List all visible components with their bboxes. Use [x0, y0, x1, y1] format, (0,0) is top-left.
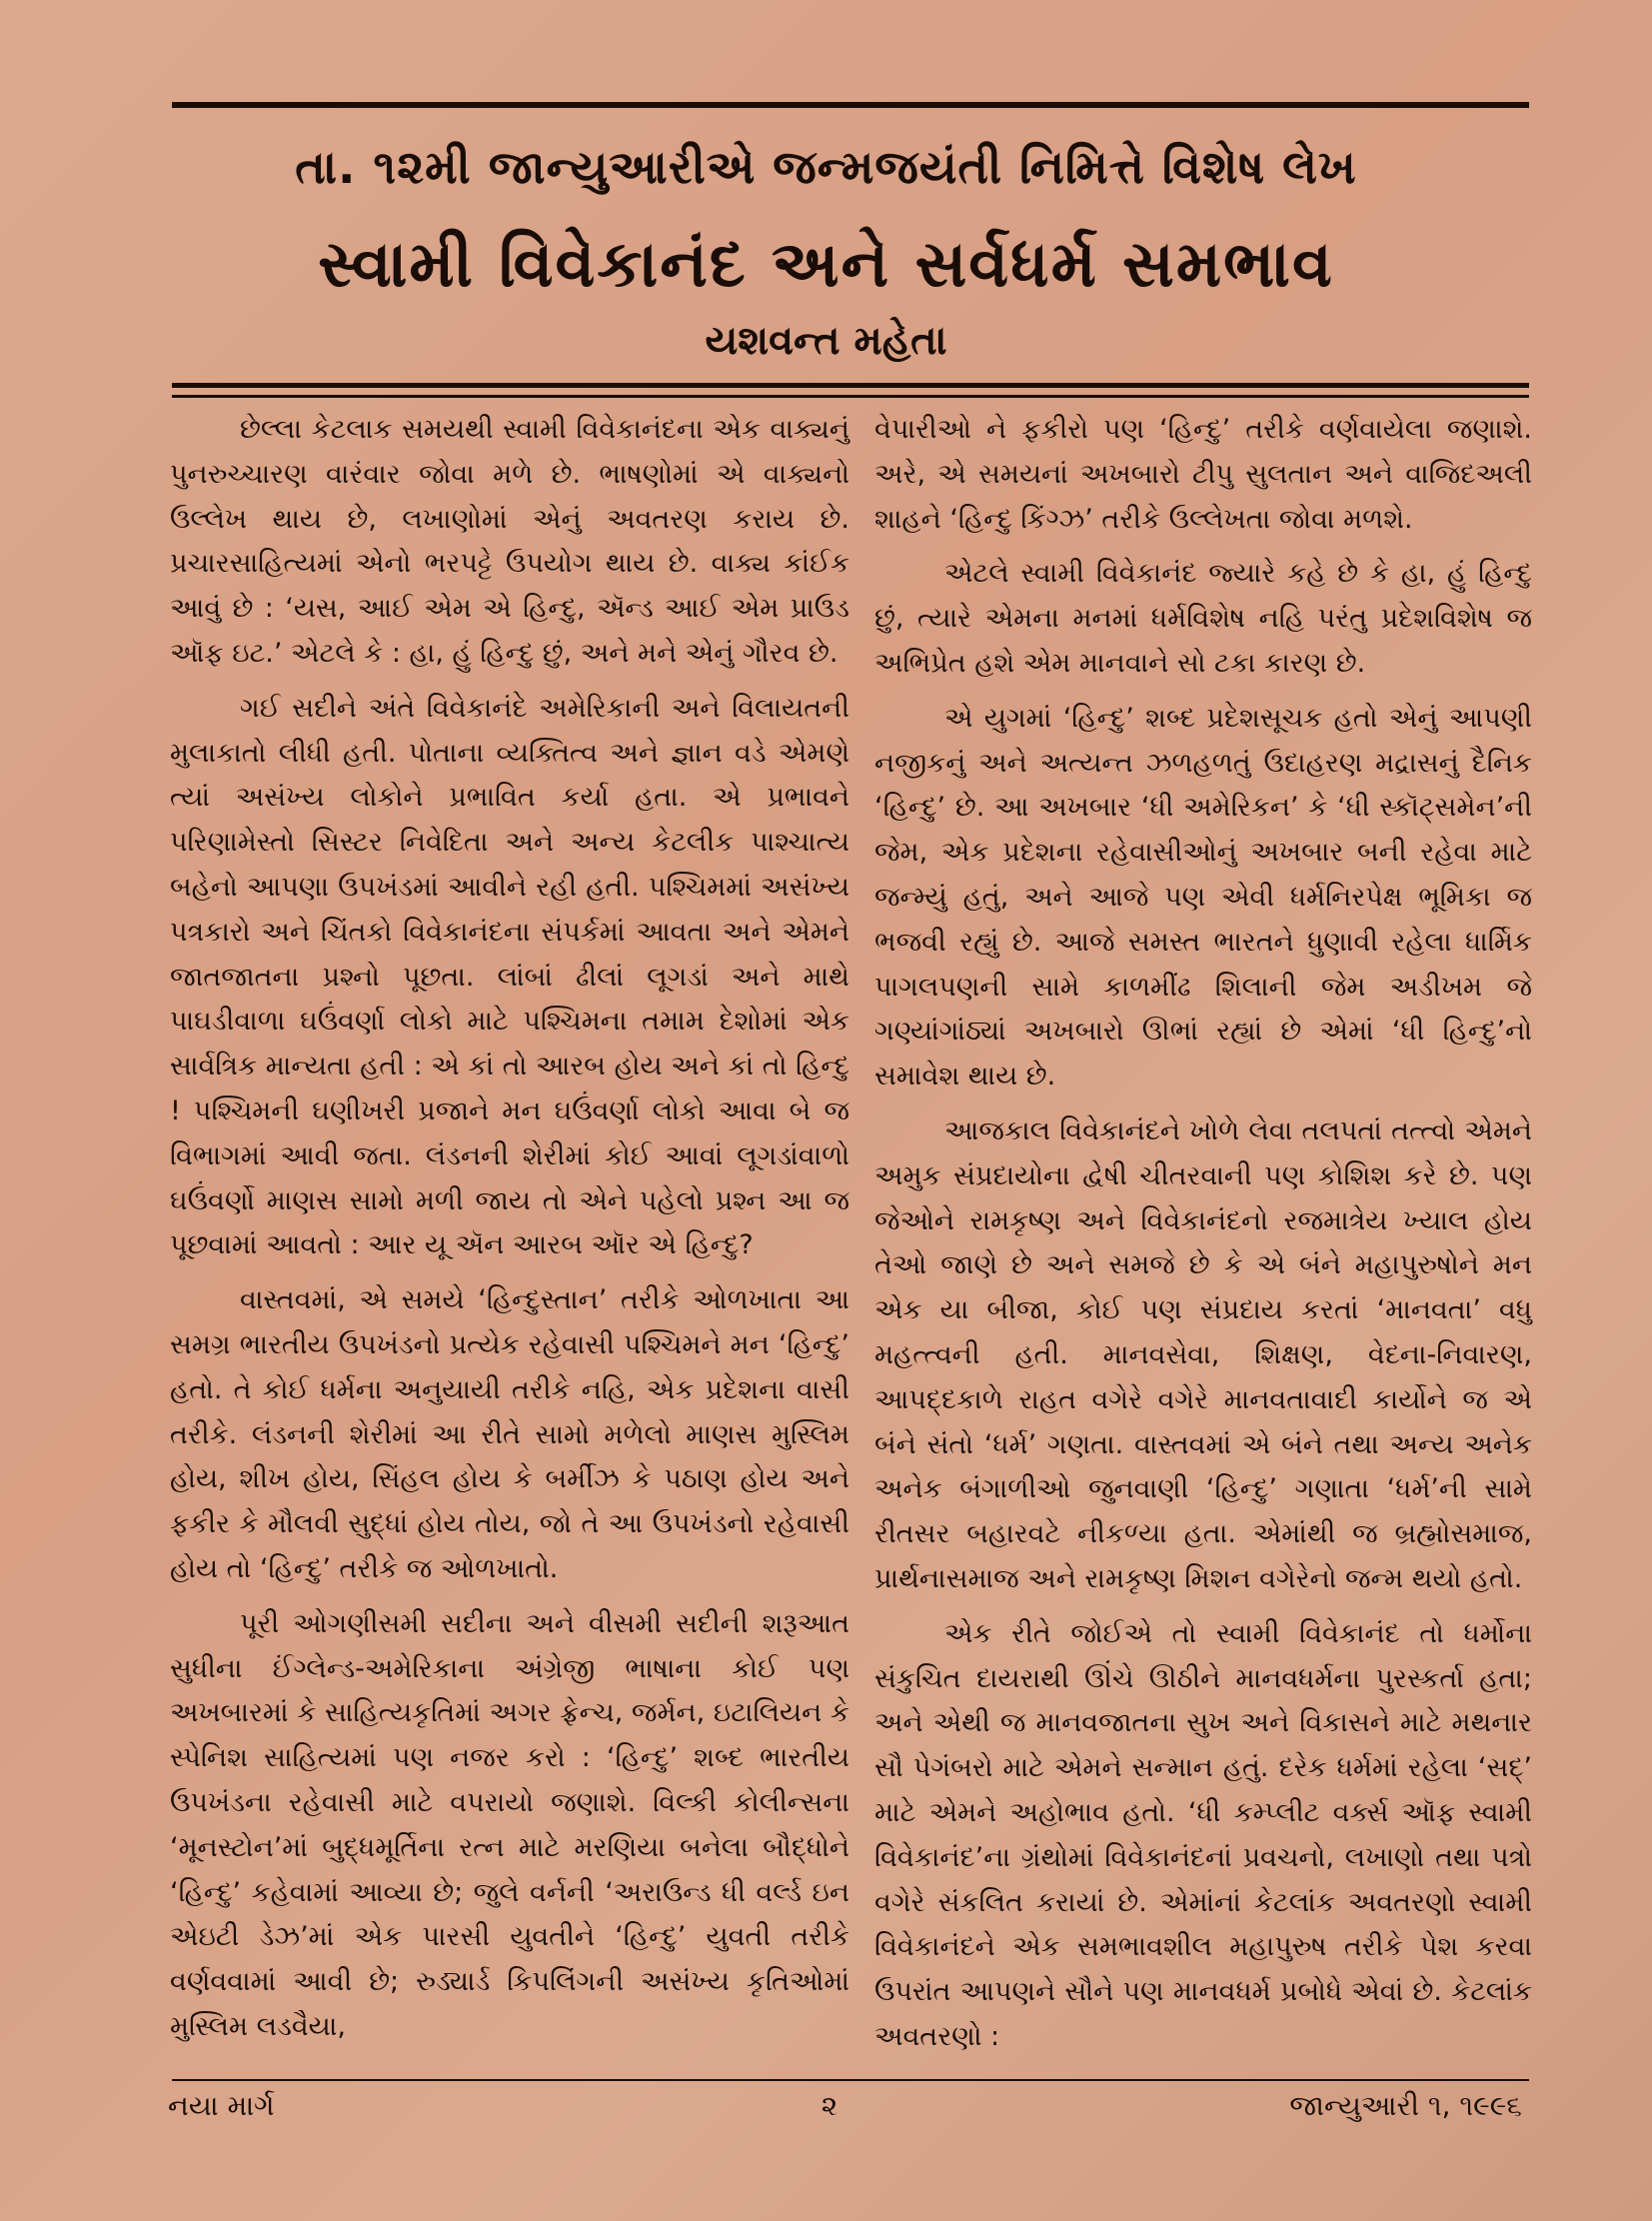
paragraph: એ યુગમાં ‘હિન્દુ’ શબ્દ પ્રદેશસૂચક હતો એનું આપણી નજીકનું અને અત્યન્ત ઝળહળતું ઉદાહરણ મદ્રાસનું દૈનિક ‘હિન્દુ’ છે. આ અખબાર ‘ધી અમેરિકન’ કે ‘ધી સ્કૉટ્સમેન’ની જેમ, એક પ્રદેશના રહેવાસીઓનું અખબાર બની રહેવા માટે જન્મ્યું હતું, અને આજે પણ એવી ધર્મનિરપેક્ષ ભૂમિકા જ ભજવી રહ્યું છે. આજે સમસ્ત ભારતને ધુણાવી રહેલા ધાર્મિક પાગલપણની સામે કાળમીંઢ શિલાની જેમ અડીખમ જે ગણ્યાંગાંઠ્યાં અખબારો ઊભાં રહ્યાં છે એમાં ‘ધી હિન્દુ’નો સમાવેશ થાય છે.	[874, 702, 1532, 1093]
paragraph: આજકાલ વિવેકાનંદને ખોળે લેવા તલપતાં તત્ત્વો એમને અમુક સંપ્રદાયોના દ્વેષી ચીતરવાની પણ કોશિશ કરે છે. પણ જેઓને રામકૃષ્ણ અને વિવેકાનંદનો રજમાત્રેય ખ્યાલ હોય તેઓ જાણે છે અને સમજે છે કે એ બંને મહાપુરુષોને મન એક યા બીજા, કોઈ પણ સંપ્રદાય કરતાં ‘માનવતા’ વધુ મહત્ત્વની હતી. માનવસેવા, શિક્ષણ, વેદના-નિવારણ, આપદ્દકાળે રાહત વગેરે વગેરે માનવતાવાદી કાર્યોને જ એ બંને સંતો ‘ધર્મ’ ગણતા. વાસ્તવમાં એ બંને તથા અન્ય અનેક અનેક બંગાળીઓ જુનવાણી ‘હિન્દુ’ ગણાતા ‘ધર્મ’ની સામે રીતસર બહારવટે નીકળ્યા હતા. એમાંથી જ બ્રહ્મોસમાજ, પ્રાર્થનાસમાજ અને રામકૃષ્ણ મિશન વગેરેનો જન્મ થયો હતો.	[874, 1114, 1532, 1594]
article-supertitle: તા. ૧૨મી જાન્યુઆરીએ જન્મજયંતી નિમિત્તે વિશેષ લેખ	[295, 140, 1357, 194]
paragraph: વાસ્તવમાં, એ સમયે ‘હિન્દુસ્તાન’ તરીકે ઓળખાતા આ સમગ્ર ભારતીય ઉપખંડનો પ્રત્યેક રહેવાસી પશ્ચિમને મન ‘હિન્દુ’ હતો. તે કોઈ ધર્મના અનુયાયી તરીકે નહિ, એક પ્રદેશના વાસી તરીકે. લંડનની શેરીમાં આ રીતે સામો મળેલો માણસ મુસ્લિમ હોય, શીખ હોય, સિંહલ હોય કે બર્મીઝ કે પઠાણ હોય અને ફકીર કે મૌલવી સુદ્ધાં હોય તોય, જો તે આ ઉપખંડનો રહેવાસી હોય તો ‘હિન્દુ’ તરીકે જ ઓળખાતો.	[170, 1284, 849, 1584]
paragraph: ગઈ સદીને અંતે વિવેકાનંદે અમેરિકાની અને વિલાયતની મુલાકાતો લીધી હતી. પોતાના વ્યક્તિત્વ અને જ્ઞાન વડે એમણે ત્યાં અસંખ્ય લોકોને પ્રભાવિત કર્યા હતા. એ પ્રભાવને પરિણામેસ્તો સિસ્ટર નિવેદિતા અને અન્ય કેટલીક પાશ્ચાત્ય બહેનો આપણા ઉપખંડમાં આવીને રહી હતી. પશ્ચિમમાં અસંખ્ય પત્રકારો અને ચિંતકો વિવેકાનંદના સંપર્કમાં આવતા અને એમને જાતજાતના પ્રશ્નો પૂછતા. લાંબાં ઢીલાં લૂગડાં અને માથે પાઘડીવાળા ઘઉંવર્ણા લોકો માટે પશ્ચિમના તમામ દેશોમાં એક સાર્વત્રિક માન્યતા હતી : એ કાં તો આરબ હોય અને કાં તો હિન્દુ ! પશ્ચિમની ઘણીખરી પ્રજાને મન ઘઉંવર્ણા લોકો આવા બે જ વિભાગમાં આવી જતા. લંડનની શેરીમાં કોઈ આવાં લૂગડાંવાળો ઘઉંવર્ણો માણસ સામો મળી જાય તો એને પહેલો પ્રશ્ન આ જ પૂછવામાં આવતો : આર યૂ ઍન આરબ ઑર એ હિન્દુ?	[170, 692, 849, 1261]
title-rule-thick	[172, 383, 1529, 388]
footer-date: જાન્યુઆરી ૧, ૧૯૯૬	[1289, 2089, 1522, 2122]
right-column	[874, 408, 1532, 2060]
title-rule-thin	[172, 395, 1529, 398]
paragraph: પૂરી ઓગણીસમી સદીના અને વીસમી સદીની શરૂઆત સુધીના ઈંગ્લેન્ડ-અમેરિકાના અંગ્રેજી ભાષાના કોઈ પણ અખબારમાં કે સાહિત્યકૃતિમાં અગર ફ્રેન્ચ, જર્મન, ઇટાલિયન કે સ્પેનિશ સાહિત્યમાં પણ નજર કરો : ‘હિન્દુ’ શબ્દ ભારતીય ઉપખંડના રહેવાસી માટે વપરાયો જણાશે. વિલ્કી કોલીન્સના ‘મૂનસ્ટોન’માં બુદ્ધમૂર્તિના રત્ન માટે મરણિયા બનેલા બૌદ્ધોને ‘હિન્દુ’ કહેવામાં આવ્યા છે; જુલે વર્નની ‘અરાઉન્ડ ધી વર્લ્ડ ઇન એઇટી ડેઝ’માં એક પારસી યુવતીને ‘હિન્દુ’ યુવતી તરીકે વર્ણવવામાં આવી છે; રુડ્યાર્ડ કિપલિંગની અસંખ્ય કૃતિઓમાં મુસ્લિમ લડવૈયા,	[170, 1607, 849, 2042]
paragraph: એક રીતે જોઈએ તો સ્વામી વિવેકાનંદ તો ધર્મોના સંકુચિત દાયરાથી ઊંચે ઊઠીને માનવધર્મના પુરસ્કર્તા હતા; અને એથી જ માનવજાતના સુખ અને વિકાસને માટે મથનાર સૌ પેગંબરો માટે એમને સન્માન હતું. દરેક ધર્મમાં રહેલા ‘સદ્’ માટે એમને અહોભાવ હતો. ‘ધી કમ્પ્લીટ વર્ક્સ ઑફ સ્વામી વિવેકાનંદ’ના ગ્રંથોમાં વિવેકાનંદનાં પ્રવચનો, લખાણો તથા પત્રો વગેરે સંકલિત કરાયાં છે. એમાંનાં કેટલાંક અવતરણો સ્વામી વિવેકાનંદને એક સમભાવશીલ મહાપુરુષ તરીકે પેશ કરવા ઉપરાંત આપણને સૌને પણ માનવધર્મ પ્રબોધે એવાં છે. કેટલાંક અવતરણો :	[874, 1617, 1532, 2052]
footer-page-number: ૨	[821, 2089, 838, 2122]
paragraph: એટલે સ્વામી વિવેકાનંદ જ્યારે કહે છે કે હા, હું હિન્દુ છું, ત્યારે એમના મનમાં ધર્મવિશેષ નહિ પરંતુ પ્રદેશવિશેષ જ અભિપ્રેત હશે એમ માનવાને સો ટકા કારણ છે.	[874, 558, 1532, 679]
left-column	[170, 408, 849, 2050]
footer-magazine-name: નયા માર્ગ	[168, 2089, 275, 2122]
footer-rule	[172, 2079, 1529, 2081]
paragraph: વેપારીઓ ને ફકીરો પણ ‘હિન્દુ’ તરીકે વર્ણવાયેલા જણાશે. અરે, એ સમયનાં અખબારો ટીપુ સુલતાન અને વાજિદઅલી શાહને ‘હિન્દુ કિંગ્ઝ’ તરીકે ઉલ્લેખતા જોવા મળશે.	[874, 414, 1532, 535]
paragraph: છેલ્લા કેટલાક સમયથી સ્વામી વિવેકાનંદના એક વાક્યનું પુનરુચ્ચારણ વારંવાર જોવા મળે છે. ભાષણોમાં એ વાક્યનો ઉલ્લેખ થાય છે, લખાણોમાં એનું અવતરણ કરાય છે. પ્રચારસાહિત્યમાં એનો ભરપટ્ટે ઉપયોગ થાય છે. વાક્ય કાંઈક આવું છે : ‘યસ, આઈ એમ એ હિન્દુ, ઍન્ડ આઈ એમ પ્રાઉડ ઑફ ઇટ.’ એટલે કે : હા, હું હિન્દુ છું, અને મને એનું ગૌરવ છે.	[170, 414, 849, 669]
top-rule	[172, 102, 1529, 108]
article-title: સ્વામી વિવેકાનંદ અને સર્વધર્મ સમભાવ	[318, 228, 1334, 302]
article-author: યશવન્ત મહેતા	[705, 318, 947, 364]
